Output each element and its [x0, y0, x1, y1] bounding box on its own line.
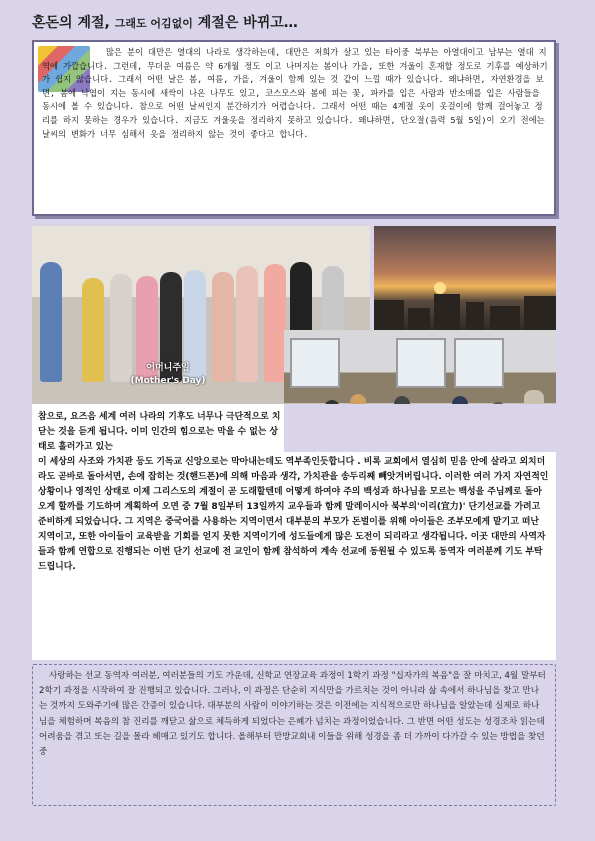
mission-article-text	[38, 410, 550, 575]
mission-article-body: 이 세상의 사조와 가치관 등도 기독교 신앙으로는 막아내는데도 역부족인듯합니다 . 비록 교회에서 열심히 믿음 안에 살라고 외치더라도 곧바로 돌아서면, 손에 잡히는 것(핸드폰)에 의해 마음과 생각, 가치관을 송두리째 빼앗겨버립니다. 이러한 여러 가지 자연적인 상황이나 영적인 상태로 이제 그리스도의 계절이 곧 도래할텐데 어떻게 하여야 주의 백성과 하나님을 모르는 백성을 주님께로 돌아오게 할까를 기도하며 계획하여 오면 중 7월 8일부터 13일까지 교우들과 함께 말레이시아 북부의'이리(宜力)' 단기선교를 가려고 준비하게 되었습니다. 그 지역은 중국어를 사용하는 지역이면서 대부분의 부모가 돈벌이를 위해 아이들은 조부모에게 맡기고 떠난 지역이고, 또한 아이들이 교육받을 기회를 얻지 못한 지역이기에 성도들에게 많은 도전이 되리라고 생각됩니다. 이곳 대만의 사역자들과 함께 연합으로 진행되는 이번 단기 선교에 전 교인이 함께 참석하여 계속 선교에 동원될 수 있도록 동역자 여러분께 기도 부탁드립니다.	[38, 457, 549, 572]
title-main: 혼돈의 계절,	[32, 15, 110, 31]
building-silhouette	[434, 294, 460, 330]
title-end: 계절은 바뀌고…	[197, 15, 298, 31]
photo-caption	[128, 362, 208, 388]
page-title	[32, 12, 572, 34]
photo-person	[40, 262, 62, 382]
seminary-article-box	[32, 664, 556, 806]
photo-person	[82, 278, 104, 382]
mission-article-intro: 참으로, 요즈음 세계 여러 나라의 기후도 너무나 극단적으로 치닫는 것을 듣게 됩니다. 이미 인간의 힘으로는 막을 수 없는 상태로 흘러가고 있는	[38, 412, 281, 452]
building-silhouette	[374, 300, 404, 330]
window-shape	[396, 338, 446, 388]
photo-person	[212, 272, 234, 382]
sunset-city-photo	[374, 226, 556, 330]
window-shape	[290, 338, 340, 388]
season-article-box	[32, 40, 556, 216]
building-silhouette	[490, 306, 520, 330]
building-silhouette	[466, 302, 484, 330]
photo-person	[264, 264, 286, 382]
photo-person	[236, 266, 258, 382]
photo-caption-korean: 어머니주일	[146, 363, 190, 373]
title-sub: 그래도 어김없이	[114, 17, 193, 30]
sun-shape	[434, 282, 446, 294]
building-silhouette	[524, 296, 556, 330]
season-article-text: 많은 분이 대만은 열대의 나라로 생각하는데, 대만은 저희가 살고 있는 타이중 북부는 아열대이고 남부는 열대 지역에 가깝습니다. 그런데, 무더운 여름은 약 6개월 정도 이고 나머지는 봄이나 가을, 또한 겨울이 혼재할 정도로 기후를 예상하기가 쉽지 않습니다. 그래서 어떤 날은 봄, 여름, 가을, 겨울이 함께 있는 것 같이 느낄 때가 있습니다. 왜냐하면, 자연환경을 보면, 봄에 낙엽이 지는 동시에 새싹이 나온 나무도 있고, 코스모스와 봄에 피는 꽃, 파카를 입은 사람과 반소매를 입은 사람들을 동시에 볼 수 있습니다. 참으로 어떤 날씨인지 분간하기가 어렵습니다. 그래서 어떤 때는 4계절 옷이 옷걸이에 함께 걸어놓고 정리를 하지 못하는 경우가 있습니다. 지금도 겨울옷을 정리하지 못하고 있습니다. 왜냐하면, 단오절(음력 5월 5일)이 오기 전에는 날씨의 변화가 너무 심해서 옷을 정리하지 않는 것이 좋다고 합니다.	[42, 47, 548, 139]
building-silhouette	[408, 308, 430, 330]
mission-article-box	[32, 404, 556, 660]
seminary-article-text: 사랑하는 선교 동역자 여러분, 여러분들의 기도 가운데, 신학교 연장교육 과정이 1학기 과정 "십자가의 복음"을 잘 마치고, 4월 말부터 2학기 과정을 시작하여 잘 진행되고 있습니다. 그러나, 이 과정은 단순히 지식만을 가르치는 것이 아니라 삶 속에서 하나님을 찾고 만나는 것까지 도와주기에 많은 간증이 있습니다. 대부분의 사람이 이야기하는 것은 이전에는 지식적으로만 하나님을 알았는데 실제로 하나님을 체험하며 복음의 참 진리를 깨닫고 삶으로 체득하게 되었다는 은혜가 넘치는 과정이었습니다. 그 반면 어떤 성도는 성경조차 읽는데 어려움을 겪고 또는 길을 몰라 헤매고 있기도 합니다. 올해부터 만방교회내 이들을 위해 성경을 좀 더 가까이 다가갈 수 있는 방법을 찾던 중	[39, 671, 546, 758]
window-shape	[454, 338, 504, 388]
photo-caption-english: (Mother's Day)	[130, 376, 206, 386]
